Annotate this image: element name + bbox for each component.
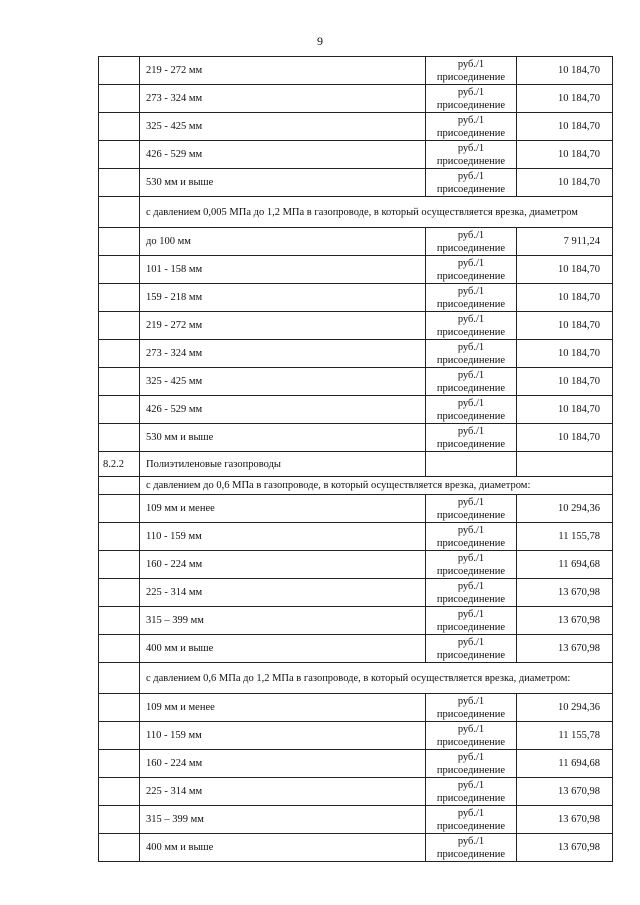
- unit-cell: руб./1 присоединение: [426, 635, 517, 663]
- diameter-range: 225 - 314 мм: [140, 579, 426, 607]
- unit-cell: [426, 452, 517, 477]
- price-cell: 13 670,98: [517, 834, 613, 862]
- row-number-cell: [99, 368, 140, 396]
- unit-cell: руб./1 присоединение: [426, 284, 517, 312]
- row-number-cell: [99, 312, 140, 340]
- unit-cell: руб./1 присоединение: [426, 57, 517, 85]
- row-number-cell: [99, 607, 140, 635]
- tariff-table-body: [99, 57, 613, 862]
- table-row: [99, 169, 613, 197]
- row-number-cell: [99, 750, 140, 778]
- unit-cell: руб./1 присоединение: [426, 141, 517, 169]
- diameter-range: 315 – 399 мм: [140, 806, 426, 834]
- price-cell: 10 184,70: [517, 340, 613, 368]
- price-cell: 11 155,78: [517, 722, 613, 750]
- row-number-cell: [99, 778, 140, 806]
- unit-cell: руб./1 присоединение: [426, 834, 517, 862]
- table-row: [99, 85, 613, 113]
- price-cell: 10 184,70: [517, 113, 613, 141]
- row-number-cell: [99, 113, 140, 141]
- unit-cell: руб./1 присоединение: [426, 694, 517, 722]
- table-row: [99, 834, 613, 862]
- row-number-cell: [99, 228, 140, 256]
- row-number-cell: [99, 256, 140, 284]
- table-row: [99, 141, 613, 169]
- row-number-cell: [99, 340, 140, 368]
- page-number: 9: [317, 34, 323, 48]
- row-number-cell: [99, 396, 140, 424]
- section-row: [99, 452, 613, 477]
- row-number-cell: 8.2.2: [99, 452, 140, 477]
- table-row: [99, 368, 613, 396]
- diameter-range: 530 мм и выше: [140, 424, 426, 452]
- unit-cell: руб./1 присоединение: [426, 113, 517, 141]
- unit-cell: руб./1 присоединение: [426, 396, 517, 424]
- diameter-range: 101 - 158 мм: [140, 256, 426, 284]
- price-cell: 10 294,36: [517, 495, 613, 523]
- diameter-range: 160 - 224 мм: [140, 750, 426, 778]
- table-row: [99, 579, 613, 607]
- table-row: [99, 284, 613, 312]
- condition-row: [99, 663, 613, 694]
- diameter-range: 273 - 324 мм: [140, 340, 426, 368]
- table-row: [99, 523, 613, 551]
- table-row: [99, 57, 613, 85]
- row-number-cell: [99, 551, 140, 579]
- row-number-cell: [99, 141, 140, 169]
- row-number-cell: [99, 495, 140, 523]
- unit-cell: руб./1 присоединение: [426, 523, 517, 551]
- price-cell: 10 184,70: [517, 169, 613, 197]
- table-row: [99, 340, 613, 368]
- diameter-range: 400 мм и выше: [140, 635, 426, 663]
- table-row: [99, 495, 613, 523]
- row-number-cell: [99, 722, 140, 750]
- table-row: [99, 750, 613, 778]
- unit-cell: руб./1 присоединение: [426, 806, 517, 834]
- price-cell: 13 670,98: [517, 635, 613, 663]
- unit-cell: руб./1 присоединение: [426, 778, 517, 806]
- diameter-range: 530 мм и выше: [140, 169, 426, 197]
- diameter-range: 315 – 399 мм: [140, 607, 426, 635]
- condition-text: с давлением 0,005 МПа до 1,2 МПа в газопроводе, в который осуществляется врезка, диаметром: [140, 197, 613, 228]
- section-title: Полиэтиленовые газопроводы: [140, 452, 426, 477]
- table-row: [99, 607, 613, 635]
- table-row: [99, 424, 613, 452]
- diameter-range: 325 - 425 мм: [140, 113, 426, 141]
- row-number-cell: [99, 57, 140, 85]
- price-cell: 13 670,98: [517, 806, 613, 834]
- unit-cell: руб./1 присоединение: [426, 607, 517, 635]
- diameter-range: 160 - 224 мм: [140, 551, 426, 579]
- row-number-cell: [99, 197, 140, 228]
- diameter-range: 273 - 324 мм: [140, 85, 426, 113]
- row-number-cell: [99, 284, 140, 312]
- unit-cell: руб./1 присоединение: [426, 750, 517, 778]
- table-row: [99, 722, 613, 750]
- price-cell: 10 184,70: [517, 85, 613, 113]
- price-cell: 13 670,98: [517, 579, 613, 607]
- price-cell: 11 694,68: [517, 750, 613, 778]
- row-number-cell: [99, 663, 140, 694]
- unit-cell: руб./1 присоединение: [426, 169, 517, 197]
- unit-cell: руб./1 присоединение: [426, 312, 517, 340]
- row-number-cell: [99, 635, 140, 663]
- price-cell: 10 184,70: [517, 396, 613, 424]
- price-cell: 10 184,70: [517, 368, 613, 396]
- table-row: [99, 256, 613, 284]
- price-cell: 13 670,98: [517, 607, 613, 635]
- diameter-range: 110 - 159 мм: [140, 722, 426, 750]
- condition-text: с давлением до 0,6 МПа в газопроводе, в который осуществляется врезка, диаметром:: [140, 477, 613, 495]
- diameter-range: 325 - 425 мм: [140, 368, 426, 396]
- row-number-cell: [99, 806, 140, 834]
- price-cell: 10 184,70: [517, 284, 613, 312]
- table-row: [99, 396, 613, 424]
- unit-cell: руб./1 присоединение: [426, 85, 517, 113]
- unit-cell: руб./1 присоединение: [426, 424, 517, 452]
- tariff-table: [98, 56, 613, 862]
- table-row: [99, 694, 613, 722]
- price-cell: 13 670,98: [517, 778, 613, 806]
- table-row: [99, 635, 613, 663]
- diameter-range: 219 - 272 мм: [140, 57, 426, 85]
- unit-cell: руб./1 присоединение: [426, 340, 517, 368]
- price-cell: 10 184,70: [517, 57, 613, 85]
- table-row: [99, 113, 613, 141]
- row-number-cell: [99, 169, 140, 197]
- diameter-range: 426 - 529 мм: [140, 141, 426, 169]
- diameter-range: 426 - 529 мм: [140, 396, 426, 424]
- price-cell: 11 155,78: [517, 523, 613, 551]
- price-cell: 10 184,70: [517, 312, 613, 340]
- table-row: [99, 312, 613, 340]
- diameter-range: 109 мм и менее: [140, 694, 426, 722]
- row-number-cell: [99, 579, 140, 607]
- row-number-cell: [99, 523, 140, 551]
- row-number-cell: [99, 85, 140, 113]
- unit-cell: руб./1 присоединение: [426, 368, 517, 396]
- row-number-cell: [99, 834, 140, 862]
- table-row: [99, 778, 613, 806]
- price-cell: 10 184,70: [517, 256, 613, 284]
- price-cell: 10 184,70: [517, 141, 613, 169]
- diameter-range: 225 - 314 мм: [140, 778, 426, 806]
- unit-cell: руб./1 присоединение: [426, 579, 517, 607]
- table-row: [99, 228, 613, 256]
- price-cell: 10 184,70: [517, 424, 613, 452]
- diameter-range: 219 - 272 мм: [140, 312, 426, 340]
- unit-cell: руб./1 присоединение: [426, 256, 517, 284]
- diameter-range: 159 - 218 мм: [140, 284, 426, 312]
- price-cell: 10 294,36: [517, 694, 613, 722]
- diameter-range: 400 мм и выше: [140, 834, 426, 862]
- unit-cell: руб./1 присоединение: [426, 495, 517, 523]
- condition-text: с давлением 0,6 МПа до 1,2 МПа в газопроводе, в который осуществляется врезка, диаметром:: [140, 663, 613, 694]
- price-cell: [517, 452, 613, 477]
- condition-row: [99, 197, 613, 228]
- unit-cell: руб./1 присоединение: [426, 228, 517, 256]
- row-number-cell: [99, 694, 140, 722]
- row-number-cell: [99, 477, 140, 495]
- price-cell: 7 911,24: [517, 228, 613, 256]
- diameter-range: до 100 мм: [140, 228, 426, 256]
- price-cell: 11 694,68: [517, 551, 613, 579]
- unit-cell: руб./1 присоединение: [426, 551, 517, 579]
- row-number-cell: [99, 424, 140, 452]
- diameter-range: 110 - 159 мм: [140, 523, 426, 551]
- condition-row: [99, 477, 613, 495]
- table-row: [99, 551, 613, 579]
- diameter-range: 109 мм и менее: [140, 495, 426, 523]
- table-row: [99, 806, 613, 834]
- unit-cell: руб./1 присоединение: [426, 722, 517, 750]
